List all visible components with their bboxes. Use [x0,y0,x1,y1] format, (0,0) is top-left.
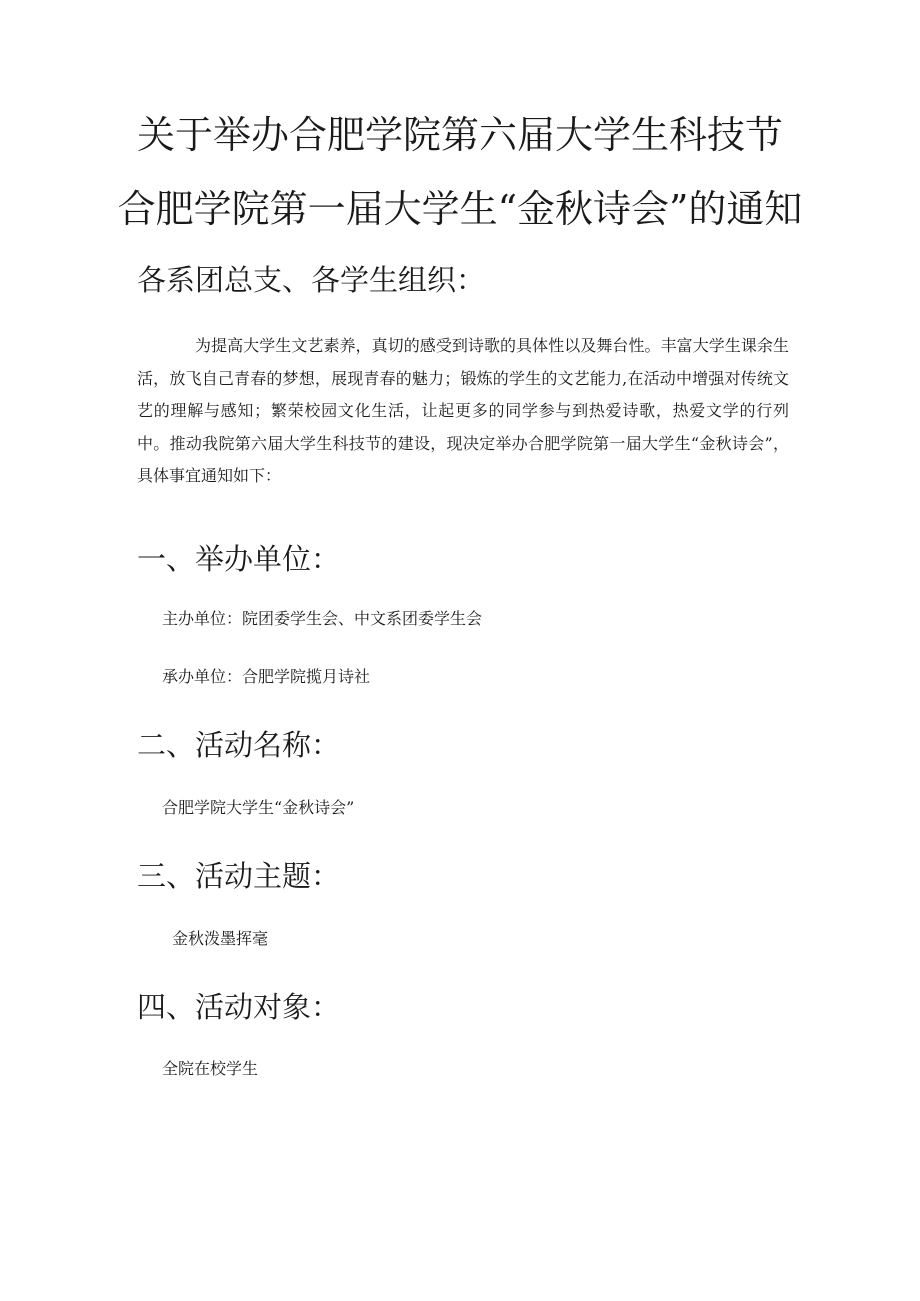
activity-theme: 金秋泼墨挥毫 [172,929,269,948]
activity-name: 合肥学院大学生“金秋诗会” [162,798,355,817]
document-title-line-1: 关于举办合肥学院第六届大学生科技节 [136,113,783,157]
intro-paragraph: 为提高大学生文艺素养，真切的感受到诗歌的具体性以及舞台性。丰富大学生课余生活，放飞自己青春的梦想，展现青春的魅力；锻炼的学生的文艺能力,在活动中增强对传统文艺的理解与感知；繁荣校园文化生活，让起更多的同学参与到热爱诗歌，热爱文学的行列中。推动我院第六届大学生科技节的建设，现决定举办合肥学院第一届大学生“金秋诗会”，具体事宜通知如下： [137,336,789,485]
target-audience: 全院在校学生 [162,1059,259,1078]
section-heading-activity-name: 二、活动名称： [137,728,341,762]
section-heading-organizers: 一、举办单位： [137,542,341,576]
salutation: 各系团总支、各学生组织： [137,263,486,297]
organizer-host: 主办单位：院团委学生会、中文系团委学生会 [162,609,483,628]
section-heading-target-audience: 四、活动对象： [137,990,341,1024]
section-heading-activity-theme: 三、活动主题： [137,859,341,893]
document-title-line-2: 合肥学院第一届大学生“金秋诗会”的通知 [117,187,803,231]
organizer-undertaker: 承办单位：合肥学院揽月诗社 [162,667,371,686]
